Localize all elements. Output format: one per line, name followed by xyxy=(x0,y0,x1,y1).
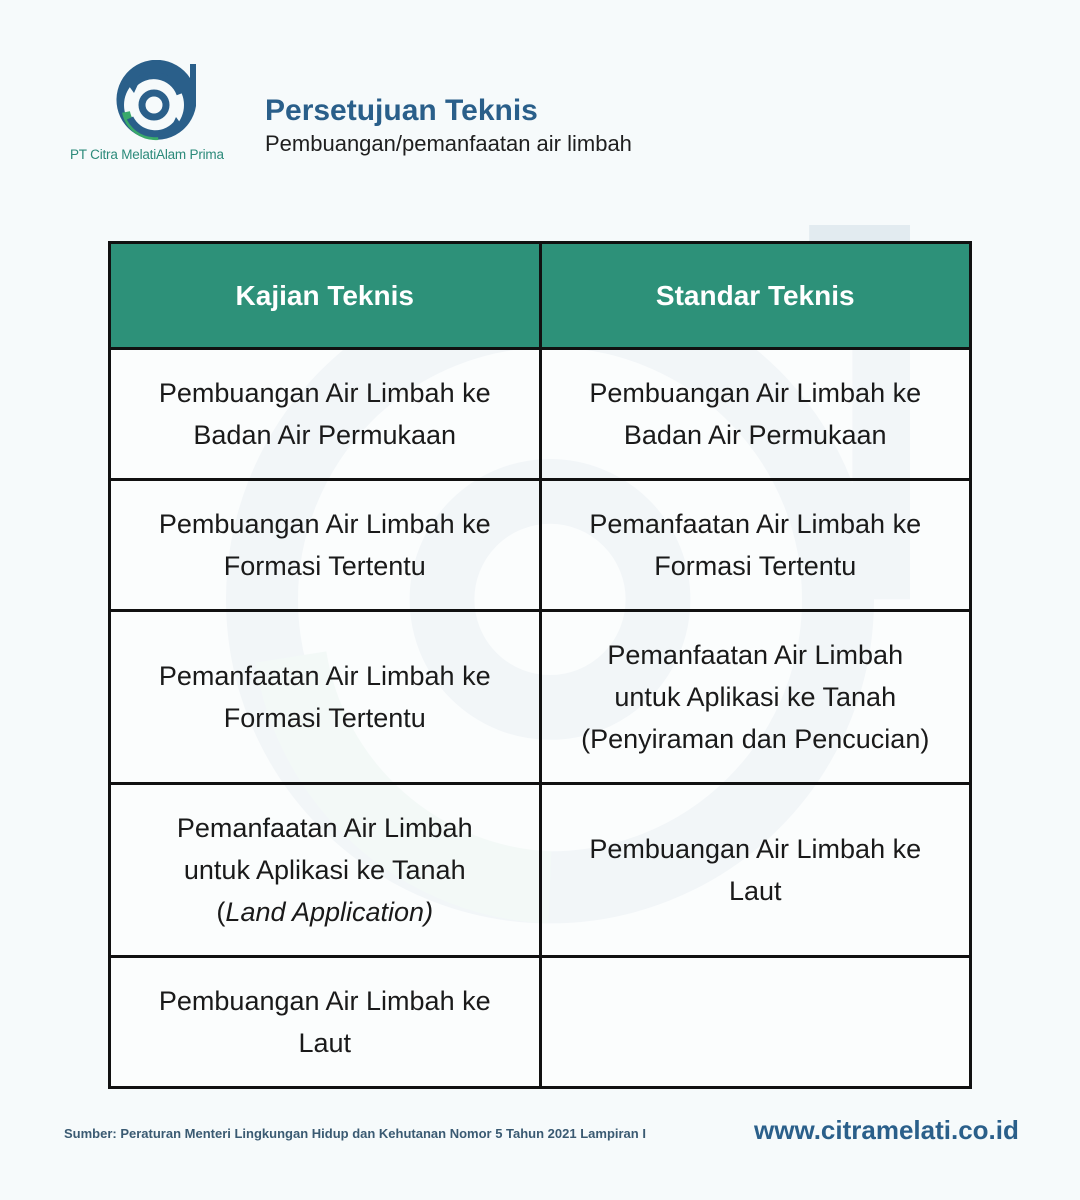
table-row xyxy=(110,480,971,611)
cell-text-paren: ( xyxy=(216,897,226,927)
recycle-water-drop-logo-icon xyxy=(110,60,200,146)
page-title: Persetujuan Teknis xyxy=(265,94,538,127)
table-header-row xyxy=(110,243,971,349)
company-logo xyxy=(70,56,245,166)
table-cell-kajian xyxy=(110,349,541,480)
table-cell-kajian xyxy=(110,784,541,957)
table-row xyxy=(110,349,971,480)
table-row xyxy=(110,957,971,1088)
cell-text: Pemanfaatan Air Limbah ke Formasi Tertentu xyxy=(589,509,922,581)
cell-text: Pembuangan Air Limbah ke Badan Air Permukaan xyxy=(589,378,922,450)
cell-text: Pembuangan Air Limbah ke Laut xyxy=(158,986,491,1058)
cell-text-line: Pemanfaatan Air Limbah xyxy=(176,813,473,843)
table-cell-standar xyxy=(540,611,971,784)
table-row xyxy=(110,611,971,784)
table-cell-kajian xyxy=(110,957,541,1088)
cell-text: Pembuangan Air Limbah ke Laut xyxy=(589,834,922,906)
cell-text: Pemanfaatan Air Limbah ke Formasi Tertentu xyxy=(158,661,491,733)
website-url: www.citramelati.co.id xyxy=(754,1115,1019,1145)
cell-text-line: untuk Aplikasi ke Tanah xyxy=(183,855,466,885)
page-subtitle: Pembuangan/pemanfaatan air limbah xyxy=(265,131,632,156)
table-row xyxy=(110,784,971,957)
table-cell-kajian xyxy=(110,611,541,784)
table-cell-standar-empty xyxy=(540,957,971,1088)
column-header-kajian: Kajian Teknis xyxy=(110,243,541,349)
source-citation: Sumber: Peraturan Menteri Lingkungan Hidup dan Kehutanan Nomor 5 Tahun 2021 Lampiran I xyxy=(64,1126,646,1141)
table-cell-kajian xyxy=(110,480,541,611)
cell-text-italic: Land Application) xyxy=(225,897,434,927)
column-header-standar: Standar Teknis xyxy=(540,243,971,349)
cell-text: Pembuangan Air Limbah ke Badan Air Permukaan xyxy=(158,378,491,450)
cell-text: Pemanfaatan Air Limbah untuk Aplikasi ke Tanah (Penyiraman dan Pencucian) xyxy=(581,640,930,754)
company-name: PT Citra MelatiAlam Prima xyxy=(70,147,224,162)
cell-text: Pembuangan Air Limbah ke Formasi Tertentu xyxy=(158,509,491,581)
page-header xyxy=(265,92,632,158)
table-cell-standar xyxy=(540,480,971,611)
table-cell-standar xyxy=(540,784,971,957)
persetujuan-teknis-table xyxy=(108,241,972,1089)
table-cell-standar xyxy=(540,349,971,480)
